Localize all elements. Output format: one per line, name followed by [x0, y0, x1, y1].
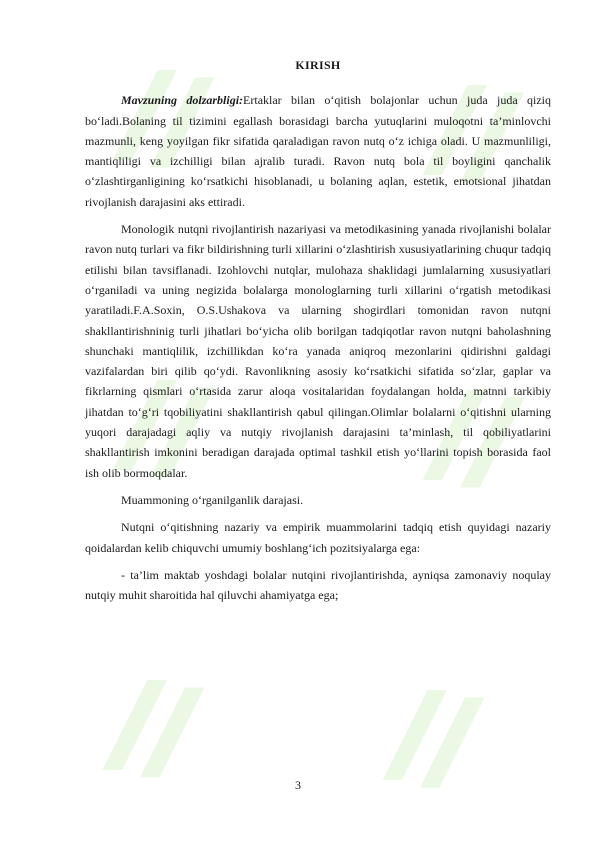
intro-text: Ertaklar bilan o‘qitish bolajonlar uchun juda juda qiziq bo‘ladi.Bolaning til tizimini egallash borasidagi barcha yutuqlarini muloqotni ta’minlovchi mazmunli, keng yoyilgan fikr sifatida qaraladigan ravon nutq o‘z ichiga oladi. U mazmunliligi, mantiqliligi va izchilligi bilan ajralib turadi. Ravon nutq bola til boyligini qanchalik o‘zlashtirganligining ko‘rsatkichi hisoblanadi, u bolaning aqlan, estetik, emotsional jihatdan rivojlanish darajasini aks ettiradi.: [85, 93, 551, 209]
document-body: [85, 55, 551, 612]
body-paragraph: Monologik nutqni rivojlantirish nazariyasi va metodikasining yanada rivojlanishi bolalar ravon nutq turlari va fikr bildirishning turli xillarini o‘zlashtirish xususiyatlarining chuqur tadqiq etilishi bilan tavsiflanadi. Izohlovchi nutqlar, mulohaza shaklidagi jumlalarning xususiyatlari o‘rganiladi va uning negizida bolalarga monologlarning turli xillarini o‘rgatish metodikasi yaratiladi.F.A.Soxin, O.S.Ushakova va ularning shogirdlari tomonidan ravon nutqni shakllantirishninig turli jihatlari bo‘yicha olib borilgan tadqiqotlar ravon nutqni baholashning shunchaki mantiqlilik, izchillikdan ko‘ra yanada aniqroq mezonlarini qidirishni galdagi vazifalardan biri qilib qo‘ydi. Ravonlikning asosiy ko‘rsatkichi sifatida so‘zlar, gaplar va fikrlarning qismlari o‘rtasida zarur aloqa vositalaridan foydalangan holda, matnni tarkibiy jihatdan to‘g‘ri tqobiliyatini shakllantirish qabul qilingan.Olimlar bolalarni o‘qitishni ularning yuqori darajadagi aqliy va nutqiy rivojlanish darajasini ta’minlash, til qobiliyatlarini shakllantirish imkonini beradigan darajada optimal tashkil etish yo‘llarini topish borasida faol ish olib bormoqdalar.: [85, 222, 551, 480]
intro-lead: Mavzuning dolzarbligi:: [121, 93, 244, 108]
list-item: - ta’lim maktab yoshdagi bolalar nutqini rivojlantirishda, ayniqsa zamonaviy noqulay nutqiy muhit sharoitida hal qiluvchi ahamiyatga ega;: [85, 567, 551, 603]
section-heading: KIRISH: [295, 58, 341, 72]
body-paragraph: Nutqni o‘qitishning nazariy va empirik muammolarini tadqiq etish quyidagi nazariy qoidalardan kelib chiquvchi umumiy boshlang‘ich pozitsiyalarga ega:: [85, 520, 551, 555]
subheading-paragraph: Muammoning o‘rganilganlik darajasi.: [121, 492, 304, 507]
page-number: 3: [295, 778, 301, 792]
intro-paragraph: [85, 90, 551, 212]
